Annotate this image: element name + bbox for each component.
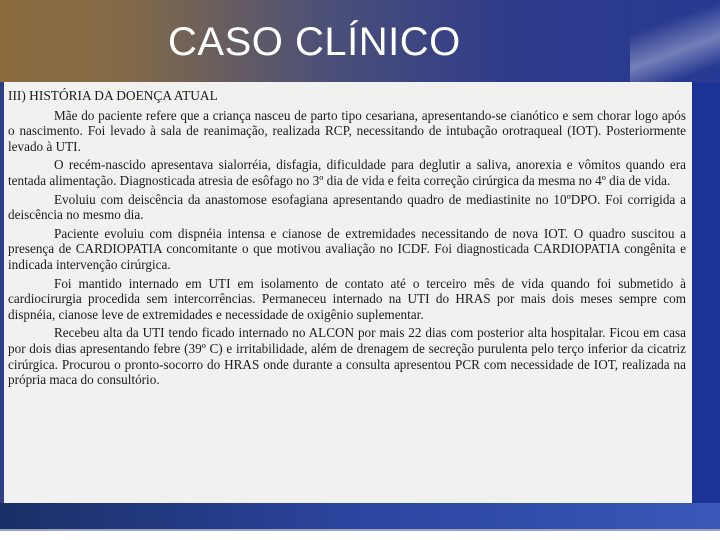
scanned-document — [4, 82, 692, 503]
footer-strip — [0, 503, 720, 529]
paragraph-discharge: Recebeu alta da UTI tendo ficado internado no ALCON por mais 22 dias com posterior alta hospitalar. Ficou em casa por dois dias apresentando febre (39º C) e irritabilidade, além de drenagem de secreção purulenta pelo terço inferior da cicatriz cirúrgica. Procurou o pronto-socorro do HRAS onde durante a consulta apresentou PCR com necessidade de IOT, realizada na própria maca do consultório. — [8, 325, 686, 388]
paragraph-symptoms: O recém-nascido apresentava sialorréia, disfagia, dificuldade para deglutir a saliva, anorexia e vômitos quando era tentada alimentação. Diagnosticada atresia de esôfago no 3º dia de vida e feita correção cirúrgica da mesma no 4º dia de vida. — [8, 157, 686, 188]
document-heading: III) HISTÓRIA DA DOENÇA ATUAL — [8, 88, 218, 103]
paragraph-cardiopathy: Paciente evoluiu com dispnéia intensa e cianose de extremidades necessitando de nova IOT. O quadro suscitou a presença de CARDIOPATIA concomitante o que motivou avaliação no ICDF. Foi diagnosticada CARDIOPATIA congênita e indicada intervenção cirúrgica. — [8, 225, 686, 272]
title-bar — [0, 0, 720, 82]
paragraph-uti: Foi mantido internado em UTI em isolamento de contato até o terceiro mês de vida quando foi submetido à cardiocirurgia procedida sem intercorrências. Permaneceu internado na UTI do HRAS por mais dois meses sempre com dispnéia, cianose leve de extremidades e necessidade de oxigênio suplementar. — [8, 275, 686, 322]
slide-title: CASO CLÍNICO — [168, 20, 461, 64]
paragraph-birth: Mãe do paciente refere que a criança nasceu de parto tipo cesariana, apresentando-se cianótico e sem chorar logo após o nascimento. Foi levado à sala de reanimação, realizada RCP, necessitando de intubação orotraqueal (IOT). Posteriormente levado à UTI. — [8, 107, 686, 154]
paragraph-dehiscence: Evoluiu com deiscência da anastomose esofagiana apresentando quadro de mediastinite no 10ºDPO. Foi corrigida a deiscência no mesmo dia. — [8, 191, 686, 223]
footer-line — [0, 529, 720, 531]
